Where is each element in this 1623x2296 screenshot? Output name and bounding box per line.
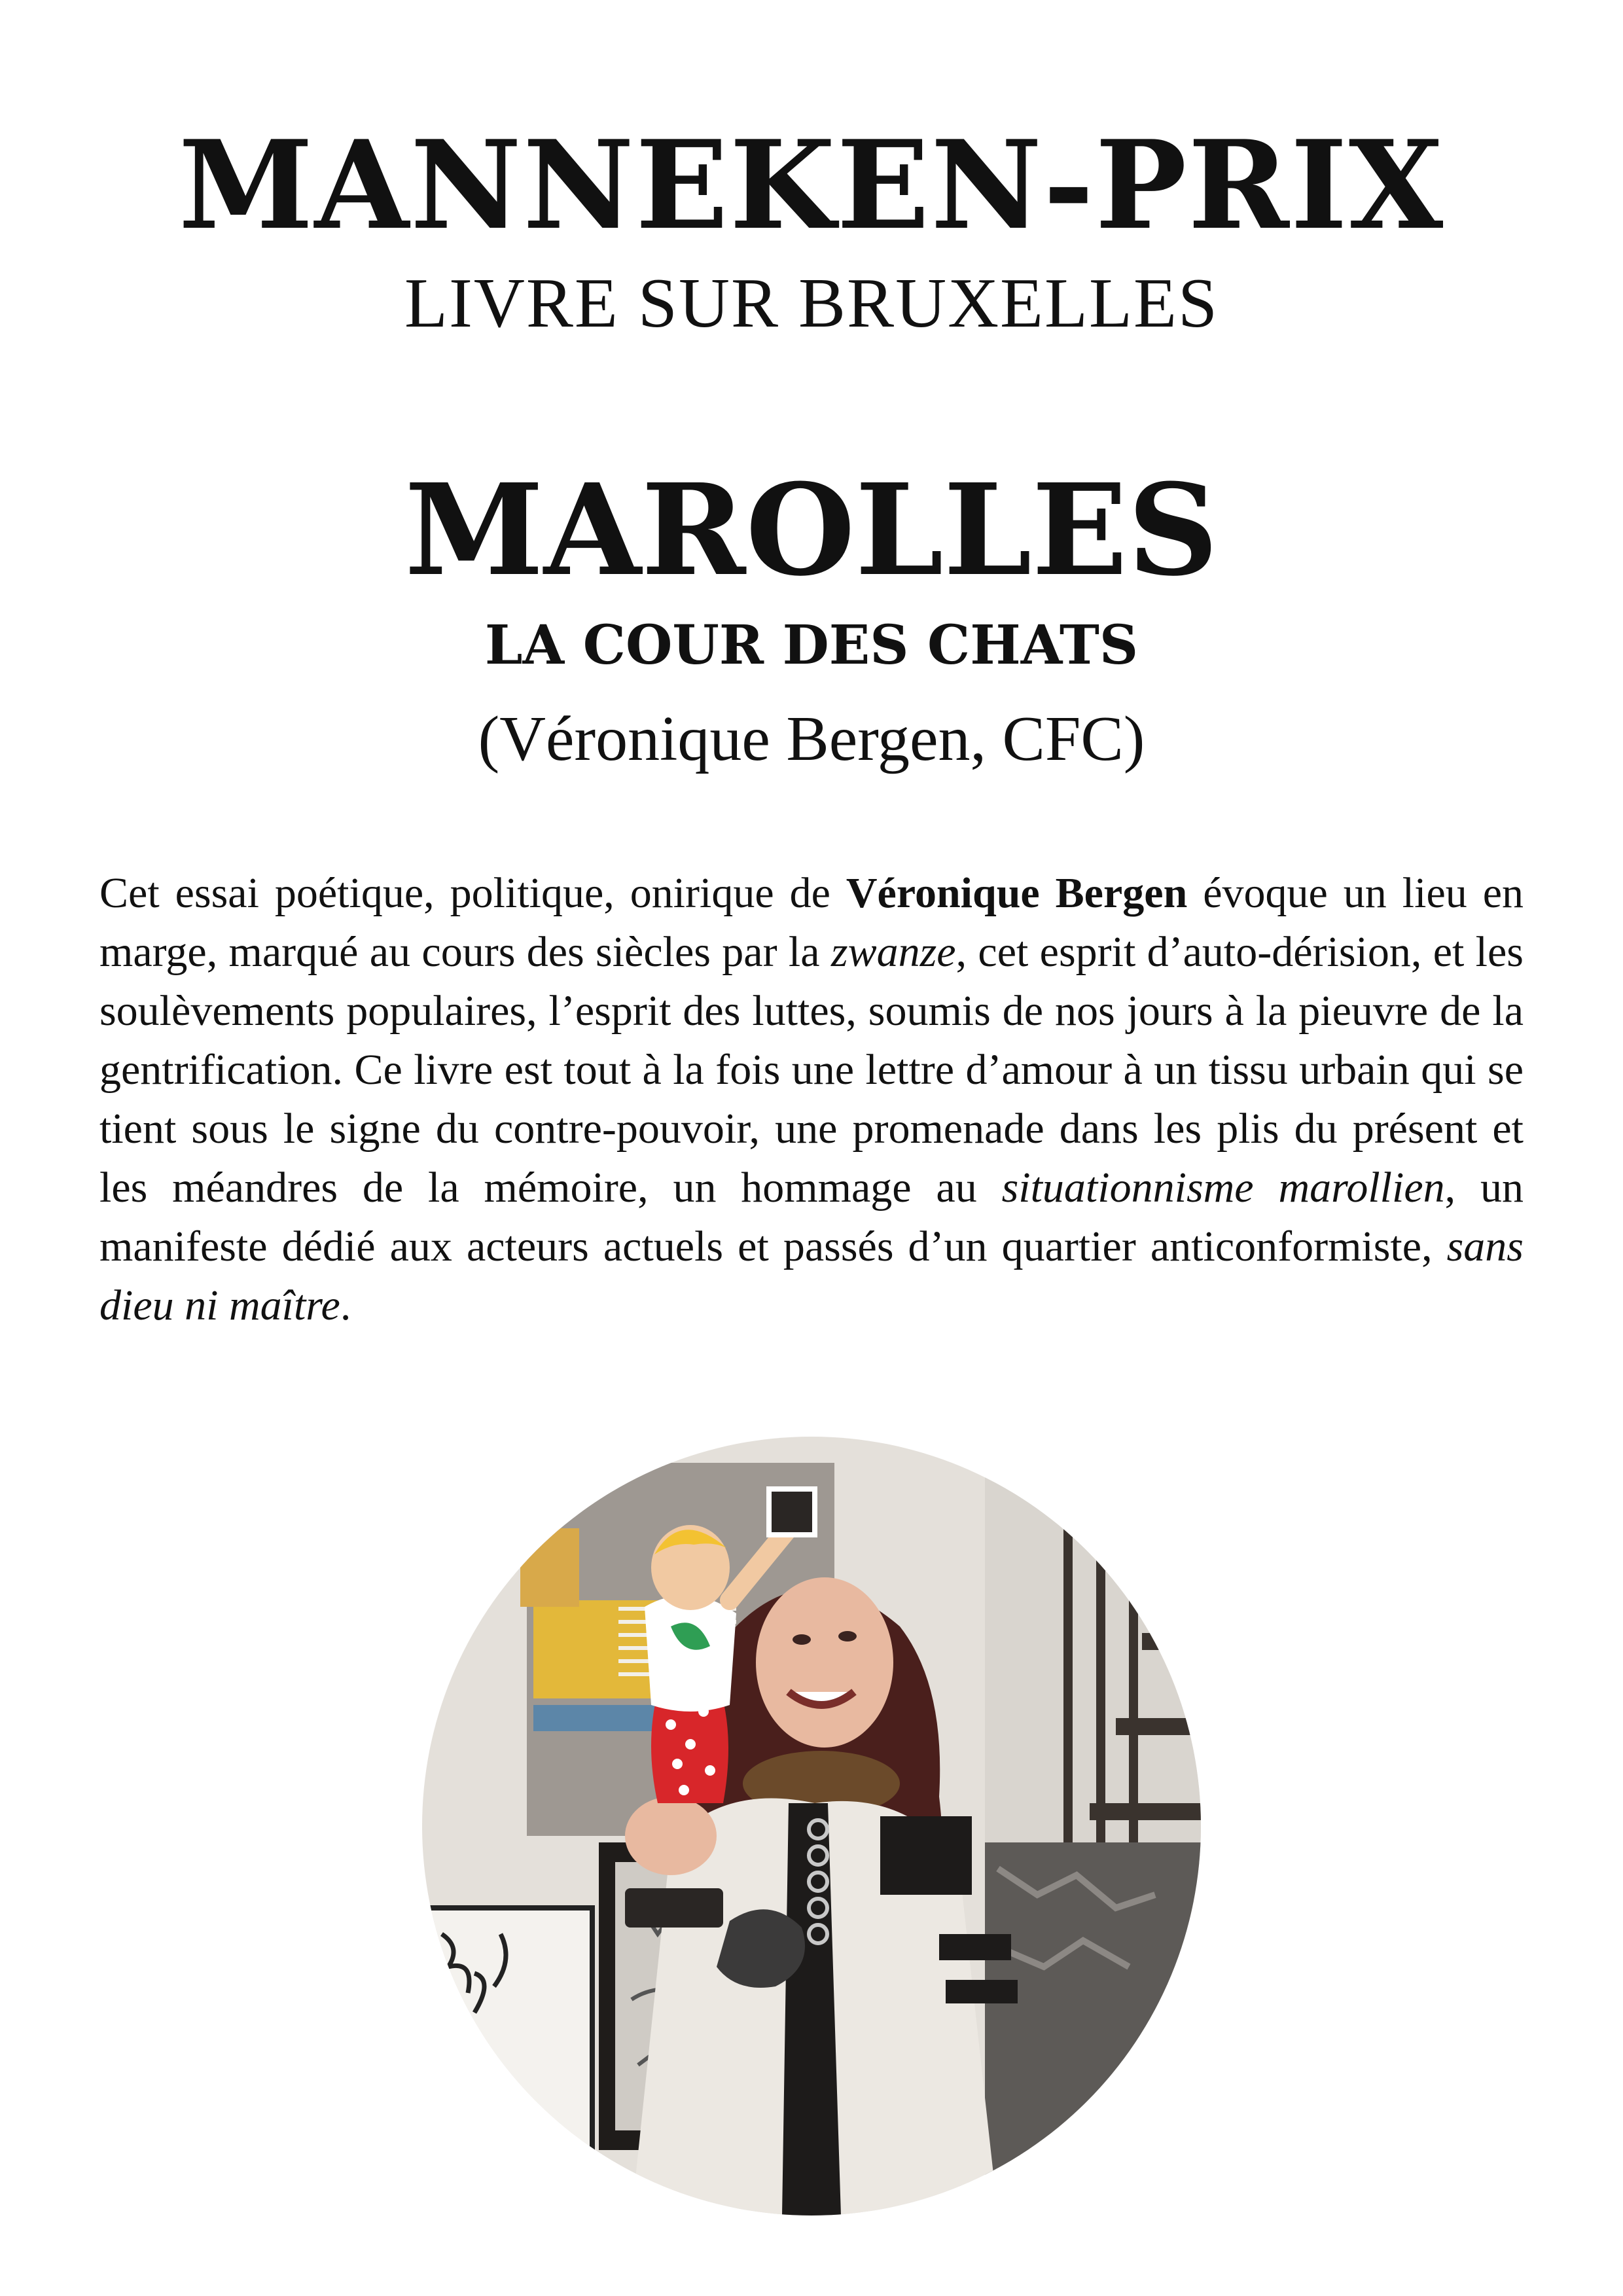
zwanze-term: zwanze bbox=[830, 928, 956, 976]
author-photo bbox=[422, 1437, 1201, 2215]
author-name: Véronique Bergen bbox=[846, 869, 1188, 917]
photo-sofa bbox=[985, 1842, 1201, 2215]
situationnisme-term: situationnisme marollien bbox=[1001, 1164, 1445, 1211]
sans-dieu-term: sans dieu ni maître bbox=[99, 1223, 1524, 1329]
book-credit: (Véronique Bergen, CFC) bbox=[478, 704, 1145, 774]
description-text: évoque un lieu en marge, marqué au cours des siècles par la bbox=[99, 869, 1524, 976]
description-text: , cet esprit d’auto-dérision, et les soulèvements populaires, l’esprit des luttes, soumis de nos jours à la pieuvre de la gentrification. Ce livre est tout à la fois une lettre d’amour à un tissu urbain qui se tient sous le signe du contre-pouvoir, une promenade dans les plis du présent et les méandres de la mémoire, un hommage au bbox=[99, 928, 1524, 1211]
description-text: . bbox=[340, 1282, 351, 1329]
header-subtitle: LIVRE SUR BRUXELLES bbox=[404, 264, 1219, 342]
description-paragraph bbox=[99, 864, 1524, 1335]
book-title: MAROLLES bbox=[404, 457, 1219, 604]
book-subtitle: LA COUR DES CHATS bbox=[484, 614, 1139, 677]
header-title: MANNEKEN-PRIX bbox=[178, 113, 1445, 257]
description-text: Cet essai poétique, politique, onirique de bbox=[99, 869, 846, 917]
description-text: , un manifeste dédié aux acteurs actuels et passés d’un quartier anticonformiste, bbox=[99, 1164, 1524, 1270]
